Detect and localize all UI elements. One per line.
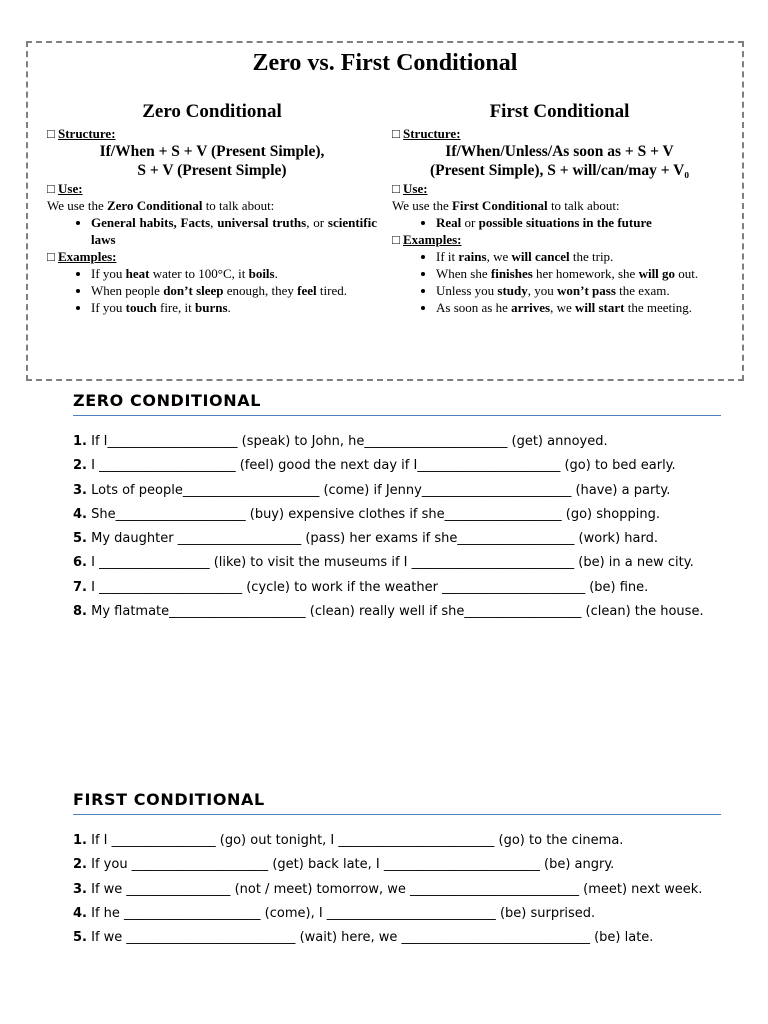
zero-example: • If you touch fire, it burns. <box>91 299 377 316</box>
summary-box <box>26 41 744 381</box>
page-title: Zero vs. First Conditional <box>252 50 518 76</box>
zero-use-point: • General habits, Facts, universal truths, or scientific laws <box>91 214 377 248</box>
first-exercise-heading: FIRST CONDITIONAL <box>73 790 265 809</box>
zero-use-text: We use the Zero Conditional to talk about: <box>47 198 275 213</box>
zero-heading: Zero Conditional <box>142 101 282 122</box>
first-use-label: □ Use: <box>392 181 428 196</box>
exercise-item: 4. She____________________ (buy) expensive clothes if she__________________ (go) shopping. <box>73 506 660 522</box>
exercise-item: 2. If you _____________________ (get) back late, I ________________________ (be) angry. <box>73 857 615 873</box>
first-heading: First Conditional <box>489 101 630 122</box>
zero-exercise-section <box>73 390 767 620</box>
first-use-text: We use the First Conditional to talk about: <box>392 198 620 213</box>
zero-exercise-heading: ZERO CONDITIONAL <box>73 391 262 410</box>
section-divider <box>73 814 721 815</box>
zero-conditional-column <box>47 101 377 316</box>
exercise-item: 3. Lots of people_____________________ (come) if Jenny_______________________ (have) a party. <box>73 482 671 498</box>
zero-example: • If you heat water to 100°C, it boils. <box>91 265 377 282</box>
exercise-item: 8. My flatmate_____________________ (clean) really well if she__________________ (clean) the house. <box>73 604 704 620</box>
first-use-list <box>392 214 727 231</box>
first-examples-label: □ Examples: <box>392 232 462 247</box>
first-example: • If it rains, we will cancel the trip. <box>436 248 727 265</box>
section-marker-icon: □ <box>47 181 55 196</box>
zero-examples-label: □ Examples: <box>47 249 117 264</box>
first-exercise-list <box>73 829 767 950</box>
zero-exercise-list <box>73 430 767 624</box>
zero-use-label: □ Use: <box>47 181 83 196</box>
first-example: • Unless you study, you won’t pass the exam. <box>436 282 727 299</box>
zero-structure-label: □ Structure: <box>47 126 116 141</box>
exercise-item: 3. If we ________________ (not / meet) tomorrow, we __________________________ (meet) next week. <box>73 881 703 897</box>
first-structure-label: □ Structure: <box>392 126 461 141</box>
zero-examples-list <box>47 265 377 316</box>
zero-use-list <box>47 214 377 248</box>
zero-formula-line1: If/When + S + V (Present Simple), <box>99 143 325 160</box>
section-marker-icon: □ <box>47 126 55 141</box>
exercise-item: 5. My daughter ___________________ (pass) her exams if she__________________ (work) hard. <box>73 531 658 547</box>
section-marker-icon: □ <box>47 249 55 264</box>
section-marker-icon: □ <box>392 126 400 141</box>
first-formula-line1: If/When/Unless/As soon as + S + V <box>445 143 674 160</box>
first-conditional-column <box>392 101 727 316</box>
first-examples-list <box>392 248 727 316</box>
first-example: • When she finishes her homework, she will go out. <box>436 265 727 282</box>
first-use-point: • Real or possible situations in the future <box>436 214 727 231</box>
exercise-item: 5. If we __________________________ (wait) here, we _____________________________ (be) late. <box>73 930 654 946</box>
section-marker-icon: □ <box>392 181 400 196</box>
first-exercise-section <box>73 789 767 946</box>
exercise-item: 7. I ______________________ (cycle) to work if the weather ______________________ (be) fine. <box>73 579 649 595</box>
section-marker-icon: □ <box>392 232 400 247</box>
exercise-item: 2. I _____________________ (feel) good the next day if I______________________ (go) to bed early. <box>73 458 676 474</box>
exercise-item: 1. If I ________________ (go) out tonight, I ________________________ (go) to the cinema. <box>73 833 624 848</box>
first-formula-line2: (Present Simple), S + will/can/may + V₀ <box>430 162 689 179</box>
zero-formula-line2: S + V (Present Simple) <box>137 162 287 179</box>
exercise-item: 4. If he _____________________ (come), I __________________________ (be) surprised. <box>73 905 596 921</box>
zero-example: • When people don’t sleep enough, they feel tired. <box>91 282 377 299</box>
section-divider <box>73 415 721 416</box>
exercise-item: 1. If I____________________ (speak) to John, he______________________ (get) annoyed. <box>73 434 608 449</box>
first-example: • As soon as he arrives, we will start the meeting. <box>436 299 727 316</box>
exercise-item: 6. I _________________ (like) to visit the museums if I _________________________ (be) in a new city. <box>73 555 694 571</box>
